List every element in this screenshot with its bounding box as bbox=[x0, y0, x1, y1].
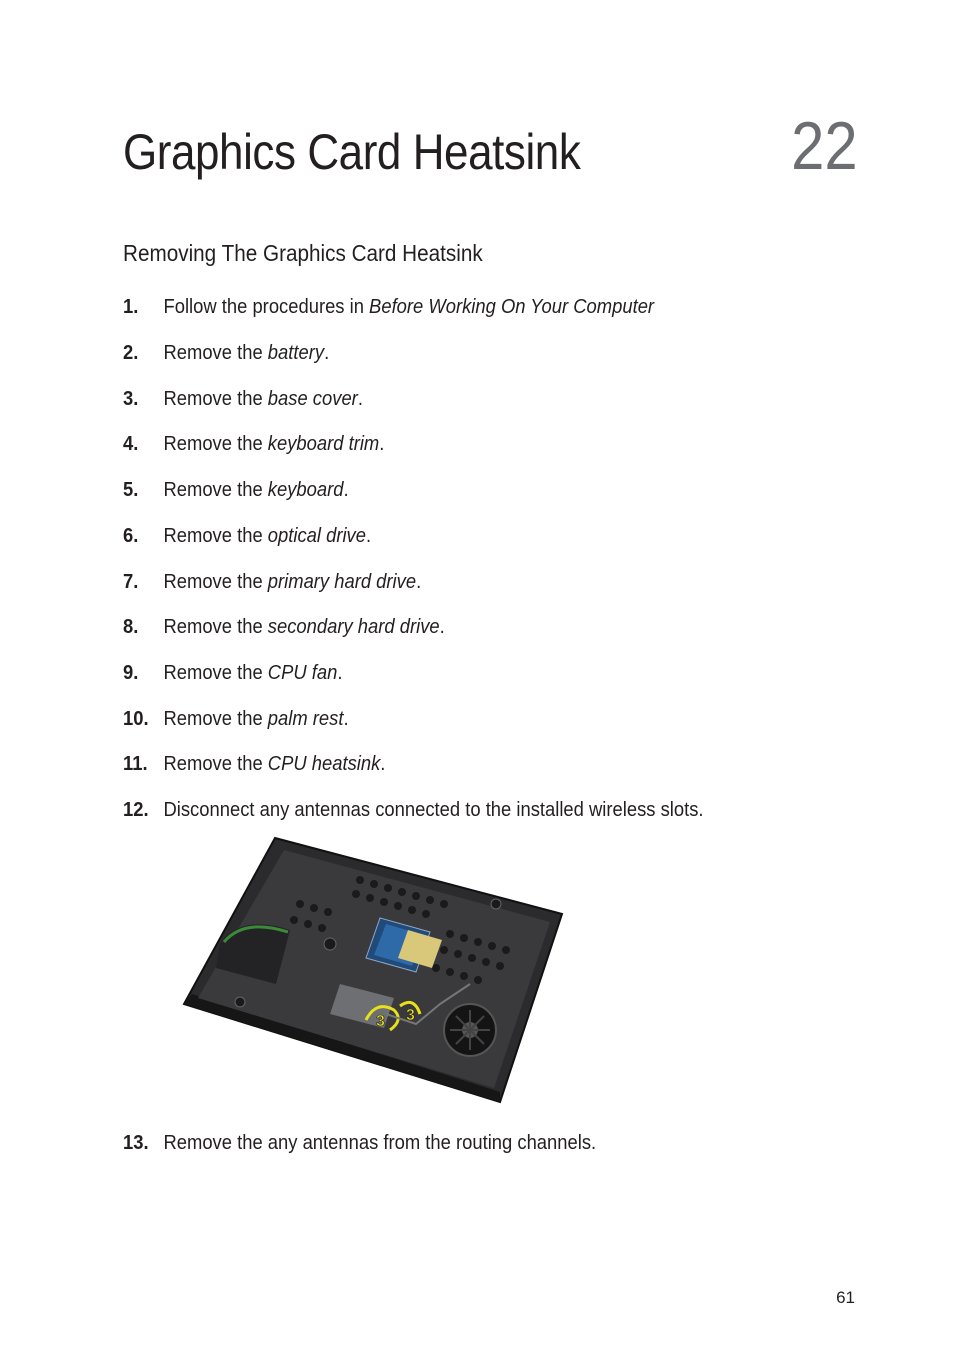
step-text: Remove the bbox=[163, 662, 268, 684]
step-link[interactable]: battery bbox=[267, 342, 325, 364]
step-text: Remove the bbox=[163, 433, 268, 455]
step-link[interactable]: CPU fan bbox=[267, 662, 338, 684]
step-after: . bbox=[343, 708, 349, 730]
step-link[interactable]: keyboard trim bbox=[267, 433, 380, 455]
step-text: Remove the bbox=[163, 753, 268, 775]
step-1 bbox=[123, 293, 654, 321]
step-after: . bbox=[439, 616, 445, 638]
step-link[interactable]: palm rest bbox=[267, 708, 344, 730]
step-2 bbox=[123, 339, 329, 367]
step-link[interactable]: Before Working On Your Computer bbox=[369, 296, 655, 318]
step-9 bbox=[123, 659, 342, 687]
step-12 bbox=[123, 796, 704, 824]
callout-label: 3 bbox=[406, 1007, 415, 1024]
step-after: . bbox=[365, 525, 372, 547]
step-number: 9. bbox=[123, 662, 139, 684]
step-5 bbox=[123, 476, 349, 504]
step-text: Remove the bbox=[163, 616, 268, 638]
step-text: Remove the bbox=[163, 342, 268, 364]
step-number: 11. bbox=[123, 753, 148, 775]
step-text: Remove the bbox=[163, 571, 268, 593]
step-7 bbox=[123, 568, 421, 596]
step-link[interactable]: primary hard drive bbox=[267, 571, 417, 593]
page-number: 61 bbox=[836, 1288, 855, 1307]
step-text: Follow the procedures in bbox=[163, 296, 370, 318]
step-number: 8. bbox=[123, 616, 139, 638]
step-after: . bbox=[343, 479, 349, 501]
chapter-title: Graphics Card Heatsink bbox=[123, 124, 581, 180]
section-title: Removing The Graphics Card Heatsink bbox=[123, 240, 483, 266]
step-11 bbox=[123, 750, 385, 778]
step-text: Remove the bbox=[163, 525, 268, 547]
step-8 bbox=[123, 613, 445, 641]
step-after: . bbox=[380, 753, 386, 775]
step-10 bbox=[123, 705, 349, 733]
step-3 bbox=[123, 385, 363, 413]
step-after: . bbox=[324, 342, 330, 364]
step-number: 2. bbox=[123, 342, 139, 364]
step-number: 4. bbox=[123, 433, 139, 455]
step-link[interactable]: optical drive bbox=[267, 525, 366, 547]
step-after: . bbox=[337, 662, 343, 684]
step-link[interactable]: keyboard bbox=[267, 479, 344, 501]
step-number: 5. bbox=[123, 479, 139, 501]
step-number: 7. bbox=[123, 571, 139, 593]
step-link[interactable]: base cover bbox=[267, 388, 358, 410]
step-text: Remove the bbox=[163, 388, 268, 410]
step-text: Disconnect any antennas connected to the installed wireless slots. bbox=[163, 799, 704, 821]
step-number: 12. bbox=[123, 799, 149, 821]
callout-label: 3 bbox=[376, 1013, 385, 1030]
step-link[interactable]: CPU heatsink bbox=[267, 753, 381, 775]
step-13 bbox=[123, 1129, 596, 1157]
step-link[interactable]: secondary hard drive bbox=[267, 616, 440, 638]
step-number: 13. bbox=[123, 1132, 149, 1154]
chapter-number: 22 bbox=[791, 108, 858, 184]
step-text: Remove the bbox=[163, 479, 268, 501]
laptop-internals-figure bbox=[180, 834, 565, 1104]
step-after: . bbox=[357, 388, 363, 410]
step-number: 3. bbox=[123, 388, 139, 410]
step-6 bbox=[123, 522, 371, 550]
step-number: 10. bbox=[123, 708, 149, 730]
step-number: 1. bbox=[123, 296, 139, 318]
step-after: . bbox=[379, 433, 385, 455]
step-number: 6. bbox=[123, 525, 139, 547]
step-4 bbox=[123, 430, 384, 458]
step-text: Remove the bbox=[163, 708, 268, 730]
step-after: . bbox=[416, 571, 422, 593]
step-text: Remove the any antennas from the routing channels. bbox=[163, 1132, 597, 1154]
